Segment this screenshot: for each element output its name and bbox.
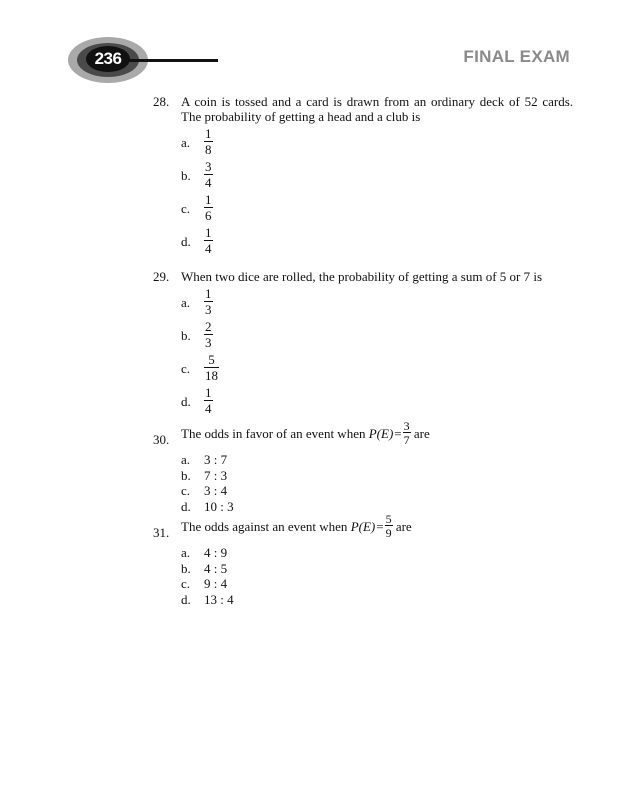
option-label: c. — [181, 576, 191, 591]
question-text-after: are — [413, 425, 430, 441]
question-number: 28. — [153, 94, 170, 109]
equals-sign: = — [376, 518, 384, 534]
question-text-after: are — [395, 518, 412, 534]
option-label: c. — [181, 200, 191, 216]
option — [181, 499, 573, 515]
option-label: d. — [181, 233, 191, 249]
option-label: d. — [181, 591, 191, 607]
denominator: 4 — [205, 175, 212, 190]
question-text: A coin is tossed and a card is drawn from an ordinary deck of 52 cards. The probability of getting a head and a club is — [181, 94, 573, 124]
probability-expression: P(E) — [368, 425, 394, 441]
numerator: 3 — [403, 419, 410, 433]
denominator: 9 — [385, 526, 392, 540]
denominator: 4 — [205, 241, 212, 256]
option-fraction — [204, 226, 213, 256]
running-head: FINAL EXAM — [463, 47, 570, 66]
equals-sign: = — [394, 425, 402, 441]
option — [181, 320, 573, 350]
option-value: 4 : 9 — [204, 545, 228, 560]
question-text: When two dice are rolled, the probability of getting a sum of 5 or 7 is — [181, 269, 543, 284]
option-label: b. — [181, 560, 191, 576]
numerator: 5 — [208, 352, 215, 367]
option-label: c. — [181, 483, 191, 498]
denominator: 8 — [205, 142, 212, 157]
question-number: 30. — [153, 432, 170, 447]
option — [181, 483, 573, 499]
option-value: 3 : 4 — [204, 483, 228, 498]
denominator: 3 — [205, 335, 212, 350]
denominator: 18 — [205, 368, 218, 383]
options-31 — [181, 545, 573, 607]
question-fraction — [403, 420, 411, 446]
question-31 — [153, 513, 573, 539]
question-text-before: The odds in favor of an event when — [181, 425, 366, 441]
option-fraction — [204, 287, 213, 317]
page-number: 236 — [94, 49, 122, 68]
options-30 — [181, 452, 573, 514]
option-fraction — [204, 193, 213, 223]
option-fraction — [204, 353, 219, 383]
option-label: a. — [181, 294, 191, 310]
denominator: 3 — [205, 302, 212, 317]
option — [181, 353, 573, 383]
option — [181, 226, 573, 256]
question-text — [181, 420, 430, 446]
question-text-before: The odds against an event when — [181, 518, 348, 534]
numerator: 5 — [385, 512, 392, 526]
numerator: 1 — [205, 192, 212, 207]
option — [181, 592, 573, 608]
option — [181, 545, 573, 561]
probability-expression: P(E) — [350, 518, 376, 534]
question-29 — [153, 269, 573, 284]
option-fraction — [204, 386, 213, 416]
question-number: 29. — [153, 269, 170, 284]
numerator: 1 — [205, 126, 212, 141]
question-list — [153, 94, 573, 607]
option-value: 7 : 3 — [204, 467, 228, 483]
option-value: 13 : 4 — [204, 591, 234, 607]
numerator: 1 — [205, 385, 212, 400]
option-fraction — [204, 127, 213, 157]
page-number-logo — [68, 33, 218, 85]
option-label: b. — [181, 467, 191, 483]
numerator: 1 — [205, 225, 212, 240]
option — [181, 561, 573, 577]
question-30 — [153, 420, 573, 446]
denominator: 4 — [205, 401, 212, 416]
option — [181, 452, 573, 468]
question-28 — [153, 94, 573, 124]
option-label: a. — [181, 545, 191, 560]
denominator: 7 — [403, 433, 410, 447]
option-value: 4 : 5 — [204, 560, 228, 576]
option — [181, 287, 573, 317]
option-label: d. — [181, 498, 191, 514]
numerator: 3 — [205, 159, 212, 174]
option-label: a. — [181, 134, 191, 150]
option-label: c. — [181, 360, 191, 376]
option-label: a. — [181, 452, 191, 467]
option — [181, 127, 573, 157]
numerator: 1 — [205, 286, 212, 301]
option-fraction — [204, 320, 213, 350]
numerator: 2 — [205, 319, 212, 334]
question-fraction — [385, 513, 393, 539]
option-fraction — [204, 160, 213, 190]
options-29 — [181, 287, 573, 416]
option-value: 10 : 3 — [204, 498, 234, 514]
question-number: 31. — [153, 525, 170, 540]
option-value: 3 : 7 — [204, 452, 228, 467]
options-28 — [181, 127, 573, 256]
question-text — [181, 513, 412, 539]
option — [181, 386, 573, 416]
option — [181, 160, 573, 190]
denominator: 6 — [205, 208, 212, 223]
option-label: b. — [181, 327, 191, 343]
option — [181, 193, 573, 223]
option-value: 9 : 4 — [204, 576, 228, 591]
option-label: d. — [181, 393, 191, 409]
option — [181, 576, 573, 592]
option — [181, 468, 573, 484]
option-label: b. — [181, 167, 191, 183]
